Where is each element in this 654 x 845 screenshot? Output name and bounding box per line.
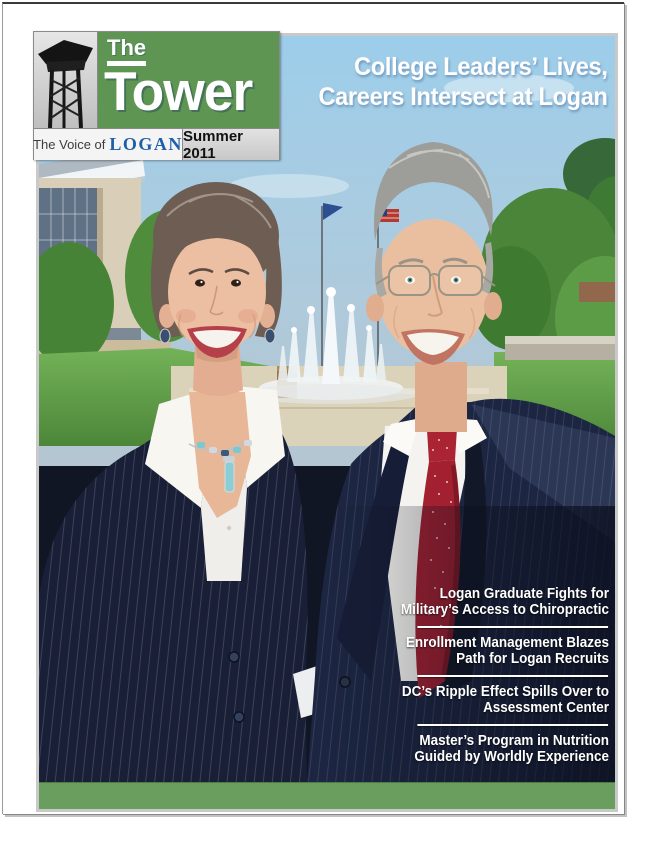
tower-logo-photo xyxy=(34,32,98,128)
teaser-line: Enrollment Management Blazes xyxy=(405,635,609,651)
teaser-divider xyxy=(417,626,608,628)
footer-green-bar xyxy=(39,782,615,809)
teaser-line: Master’s Program in Nutrition xyxy=(419,733,609,749)
teaser-line: Assessment Center xyxy=(483,699,609,716)
headline-line1: College Leaders’ Lives, xyxy=(354,53,608,81)
tagline-prefix: The Voice of xyxy=(33,137,106,152)
teaser-line: DC’s Ripple Effect Spills Over to xyxy=(401,684,609,700)
logo-tower: Tower xyxy=(104,60,253,122)
tagline-brand: LOGAN xyxy=(109,134,183,154)
teaser-divider xyxy=(417,675,608,677)
teaser-item xyxy=(377,685,610,716)
masthead-title-row xyxy=(34,32,279,129)
teaser-line: Path for Logan Recruits xyxy=(456,650,609,667)
tagline-strip xyxy=(34,129,183,160)
masthead-tagline-row xyxy=(34,129,279,160)
teaser-divider xyxy=(417,724,608,726)
issue-date-box: Summer 2011 xyxy=(183,129,279,160)
headline-line2: Careers Intersect at Logan xyxy=(318,83,608,111)
teaser-item xyxy=(377,587,610,618)
teaser-line: Logan Graduate Fights for xyxy=(439,586,609,602)
teaser-item xyxy=(377,636,610,667)
tower-icon xyxy=(34,32,97,128)
teaser-line: Military’s Access to Chiropractic xyxy=(400,601,609,618)
teaser-line: Guided by Worldly Experience xyxy=(414,748,609,765)
masthead xyxy=(33,31,280,160)
logo-the: The xyxy=(107,37,146,66)
teaser-item xyxy=(377,734,610,765)
cover-headline xyxy=(319,52,608,112)
masthead-title-box xyxy=(98,32,279,128)
teaser-list xyxy=(377,587,610,765)
magazine-cover-page xyxy=(2,2,624,814)
